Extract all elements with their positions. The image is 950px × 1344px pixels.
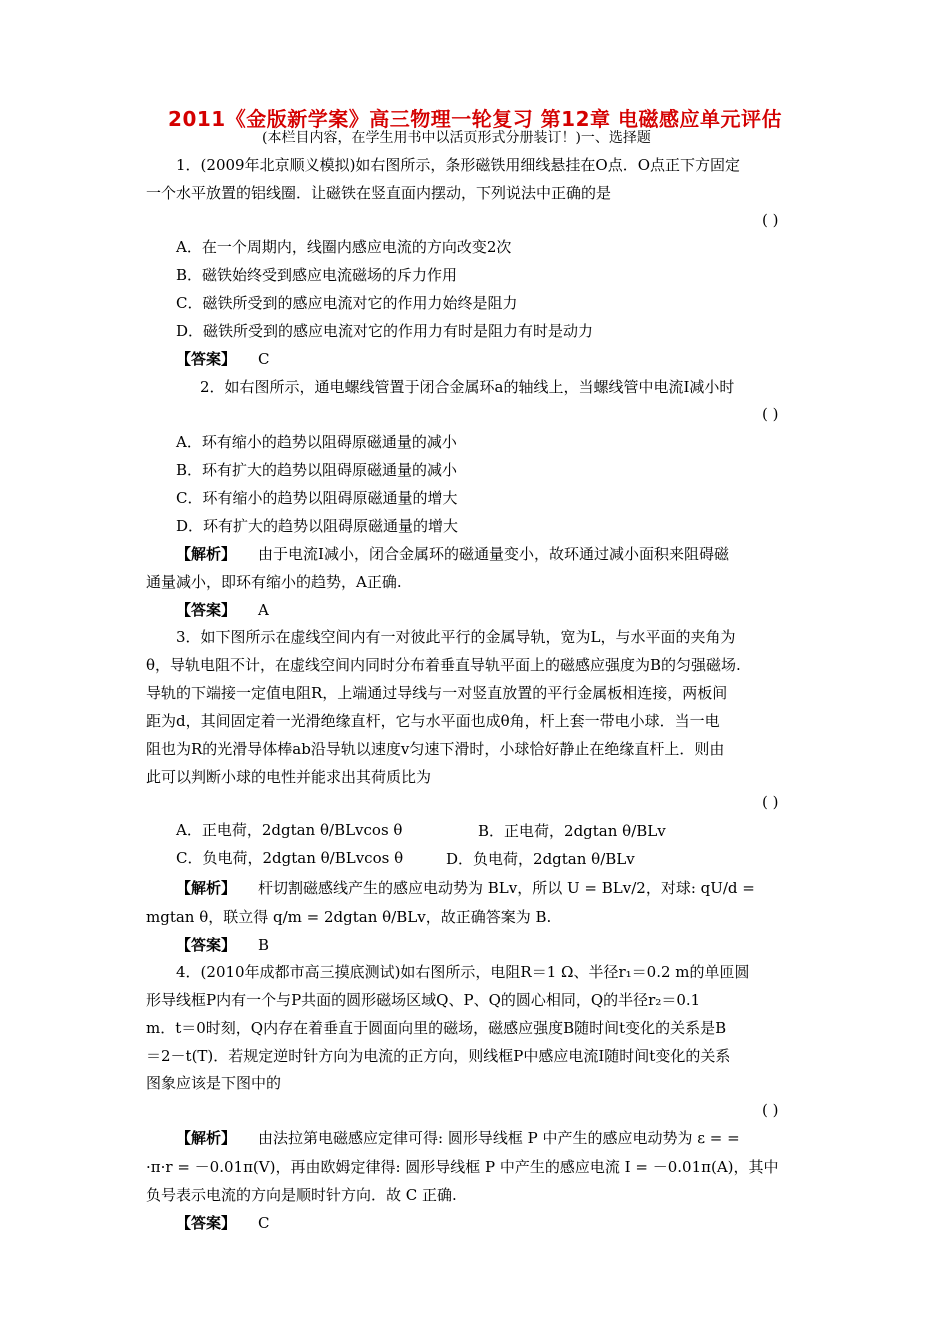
answer-tag: 【答案】 bbox=[176, 1214, 237, 1232]
binding-note: (本栏目内容，在学生用书中以活页形式分册装订！)一、选择题 bbox=[262, 130, 651, 146]
q3-answer bbox=[176, 935, 269, 955]
answer-value: C bbox=[258, 350, 270, 368]
q4-analysis-line1 bbox=[176, 1128, 740, 1148]
q4-stem-line5: 图象应该是下图中的 bbox=[146, 1074, 282, 1092]
q3-answer-blank: ( ) bbox=[762, 793, 779, 811]
q1-option-d: D．磁铁所受到的感应电流对它的作用力有时是阻力有时是动力 bbox=[176, 322, 594, 340]
answer-tag: 【答案】 bbox=[176, 350, 237, 368]
analysis-text: 杆切割磁感线产生的感应电动势为 BLv，所以 U = BLv/2，对球: qU/d = bbox=[258, 879, 755, 897]
q2-answer-blank: ( ) bbox=[762, 405, 779, 423]
q1-option-c: C．磁铁所受到的感应电流对它的作用力始终是阻力 bbox=[176, 294, 518, 312]
q3-stem-line5: 阻也为R的光滑导体棒ab沿导轨以速度v匀速下滑时，小球恰好静止在绝缘直杆上．则由 bbox=[146, 740, 725, 758]
q3-stem-line6: 此可以判断小球的电性并能求出其荷质比为 bbox=[146, 768, 432, 786]
q2-answer bbox=[176, 600, 269, 620]
q3-stem-line3: 导轨的下端接一定值电阻R，上端通过导线与一对竖直放置的平行金属板相连接，两板间 bbox=[146, 684, 728, 702]
answer-value: B bbox=[258, 936, 270, 954]
q3-stem-line4: 距为d，其间固定着一光滑绝缘直杆，它与水平面也成θ角，杆上套一带电小球．当一电 bbox=[146, 712, 720, 730]
analysis-tag: 【解析】 bbox=[176, 879, 237, 897]
q2-option-a: A．环有缩小的趋势以阻碍原磁通量的减小 bbox=[176, 433, 457, 451]
q4-stem-line3: m．t＝0时刻，Q内存在着垂直于圆面向里的磁场，磁感应强度B随时间t变化的关系是B bbox=[146, 1019, 727, 1037]
q1-option-a: A．在一个周期内，线圈内感应电流的方向改变2次 bbox=[176, 238, 512, 256]
q3-stem-line2: θ，导轨电阻不计，在虚线空间内同时分布着垂直导轨平面上的磁感应强度为B的匀强磁场. bbox=[146, 656, 741, 674]
q3-option-a: A．正电荷，2dgtan θ/BLvcos θ bbox=[176, 821, 403, 839]
q2-option-c: C．环有缩小的趋势以阻碍原磁通量的增大 bbox=[176, 489, 458, 507]
answer-tag: 【答案】 bbox=[176, 936, 237, 954]
q3-option-c: C．负电荷，2dgtan θ/BLvcos θ bbox=[176, 849, 404, 867]
q4-answer bbox=[176, 1213, 270, 1233]
answer-tag: 【答案】 bbox=[176, 601, 237, 619]
analysis-tag: 【解析】 bbox=[176, 1129, 237, 1147]
q1-stem-line2: 一个水平放置的铝线圈．让磁铁在竖直面内摆动，下列说法中正确的是 bbox=[146, 184, 612, 202]
q2-analysis-line1 bbox=[176, 544, 729, 564]
answer-value: A bbox=[258, 601, 269, 619]
answer-value: C bbox=[258, 1214, 270, 1232]
q4-answer-blank: ( ) bbox=[762, 1101, 779, 1119]
q4-stem-line2: 形导线框P内有一个与P共面的圆形磁场区域Q、P、Q的圆心相同，Q的半径r₂＝0.1 bbox=[146, 991, 701, 1009]
q4-stem-line1: 4．(2010年成都市高三摸底测试)如右图所示，电阻R＝1 Ω、半径r₁＝0.2 m的单匝圆 bbox=[176, 963, 750, 981]
q2-stem-line1: 2．如右图所示，通电螺线管置于闭合金属环a的轴线上，当螺线管中电流I减小时 bbox=[200, 378, 735, 396]
q4-analysis-line2: ·π·r = －0.01π(V)，再由欧姆定律得: 圆形导线框 P 中产生的感应电流 I = －0.01π(A)，其中 bbox=[146, 1158, 779, 1176]
q1-answer-blank: ( ) bbox=[762, 211, 779, 229]
document-title: 2011《金版新学案》高三物理一轮复习 第12章 电磁感应单元评估 bbox=[168, 107, 782, 131]
q4-stem-line4: ＝2－t(T)．若规定逆时针方向为电流的正方向，则线框P中感应电流I随时间t变化的关系 bbox=[146, 1047, 731, 1065]
q3-analysis-line1 bbox=[176, 878, 755, 898]
analysis-tag: 【解析】 bbox=[176, 545, 237, 563]
q4-analysis-line3: 负号表示电流的方向是顺时针方向．故 C 正确. bbox=[146, 1186, 457, 1204]
analysis-text: 由法拉第电磁感应定律可得: 圆形导线框 P 中产生的感应电动势为 ε = = bbox=[258, 1129, 740, 1147]
q1-stem-line1: 1．(2009年北京顺义模拟)如右图所示，条形磁铁用细线悬挂在O点．O点正下方固定 bbox=[176, 156, 741, 174]
q2-option-b: B．环有扩大的趋势以阻碍原磁通量的减小 bbox=[176, 461, 458, 479]
q2-analysis-line2: 通量减小，即环有缩小的趋势，A正确. bbox=[146, 573, 402, 591]
q1-answer bbox=[176, 349, 270, 369]
q2-option-d: D．环有扩大的趋势以阻碍原磁通量的增大 bbox=[176, 517, 459, 535]
q3-option-b: B．正电荷，2dgtan θ/BLv bbox=[478, 822, 666, 840]
q3-option-d: D．负电荷，2dgtan θ/BLv bbox=[446, 850, 635, 868]
q3-stem-line1: 3．如下图所示在虚线空间内有一对彼此平行的金属导轨，宽为L，与水平面的夹角为 bbox=[176, 628, 736, 646]
q3-analysis-line2: mgtan θ，联立得 q/m = 2dgtan θ/BLv，故正确答案为 B. bbox=[146, 908, 552, 926]
analysis-text: 由于电流I减小，闭合金属环的磁通量变小，故环通过减小面积来阻碍磁 bbox=[258, 545, 729, 563]
q1-option-b: B．磁铁始终受到感应电流磁场的斥力作用 bbox=[176, 266, 458, 284]
